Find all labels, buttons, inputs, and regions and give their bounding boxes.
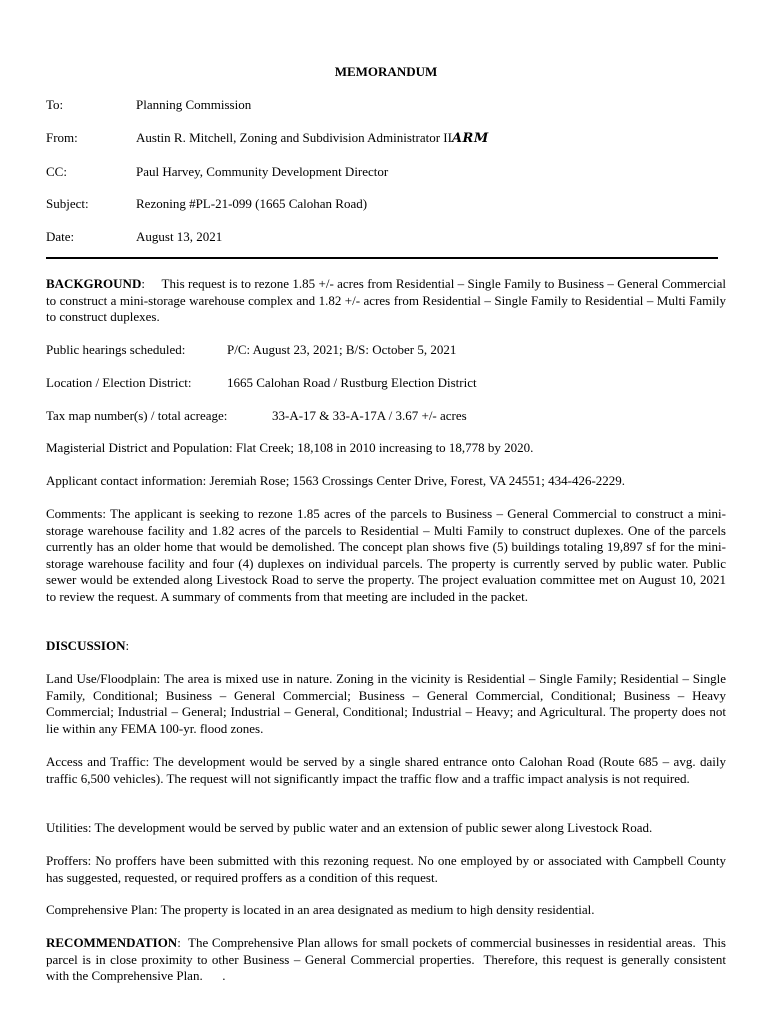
location-label: Location / Election District: <box>46 375 192 390</box>
to-label: To: <box>46 97 64 112</box>
taxmap-row <box>46 408 726 425</box>
cc-row <box>46 164 726 182</box>
memo-title: MEMORANDUM <box>334 64 438 79</box>
subject-label: Subject: <box>46 196 89 211</box>
utilities-paragraph: Utilities: The development would be served by public water and an extension of public sewer along Livestock Road. <box>46 820 653 835</box>
location-row <box>46 375 726 392</box>
hearings-label: Public hearings scheduled: <box>46 342 186 357</box>
handwritten-initials: ARM <box>451 131 489 146</box>
proffers-paragraph: Proffers: No proffers have been submitted with this rezoning request. No one employed by or associated with Campbell County has suggested, requested, or required proffers as a condition of this request. <box>46 853 726 885</box>
applicant-paragraph: Applicant contact information: Jeremiah Rose; 1563 Crossings Center Drive, Forest, VA 24551; 434-426-2229. <box>46 473 626 488</box>
discussion-heading: DISCUSSION <box>46 638 126 653</box>
recommendation-text: : The Comprehensive Plan allows for small pockets of commercial businesses in residential areas. This parcel is in close proximity to other Business – General Commercial properties. Therefore, this request is generally consistent with the Comprehensive Plan. . <box>46 935 730 983</box>
cc-label: CC: <box>46 164 67 179</box>
cc-value: Paul Harvey, Community Development Director <box>136 164 389 179</box>
background-paragraph <box>46 276 730 326</box>
taxmap-label: Tax map number(s) / total acreage: <box>46 408 228 423</box>
date-value: August 13, 2021 <box>136 229 223 244</box>
taxmap-value: 33-A-17 & 33-A-17A / 3.67 +/- acres <box>272 408 467 423</box>
hearings-row <box>46 342 726 359</box>
from-value: Austin R. Mitchell, Zoning and Subdivision Administrator II <box>136 130 452 145</box>
magisterial-paragraph: Magisterial District and Population: Flat Creek; 18,108 in 2010 increasing to 18,778 by 2020. <box>46 440 534 455</box>
recommendation-heading: RECOMMENDATION <box>46 935 178 950</box>
to-row <box>46 97 726 115</box>
recommendation-paragraph <box>46 935 730 985</box>
subject-value: Rezoning #PL-21-099 (1665 Calohan Road) <box>136 196 368 211</box>
from-value-wrap <box>136 130 489 148</box>
from-label: From: <box>46 130 78 145</box>
discussion-heading-row <box>46 638 726 655</box>
date-label: Date: <box>46 229 75 244</box>
header-divider <box>46 257 718 259</box>
subject-row <box>46 196 726 214</box>
comments-paragraph: Comments: The applicant is seeking to rezone 1.85 acres of the parcels to Business – General Commercial to construct a mini-storage warehouse facility and 1.82 acres of the parcels to Residential – Multi Family to construct duplexes. One of the parcels currently has an older home that would be demolished. The concept plan shows five (5) buildings totaling 19,897 sf for the mini-storage warehouse facility and four (4) duplexes on individual parcels. The property is currently served by public water. Public sewer would be extended along Livestock Road to serve the property. The project evaluation committee met on August 10, 2021 to review the request. A summary of comments from that meeting are included in the packet. <box>46 506 726 604</box>
land-use-paragraph: Land Use/Floodplain: The area is mixed use in nature. Zoning in the vicinity is Residential – Single Family; Residential – Single Family, Conditional; Business – General Commercial; Business – General Commercial, Conditional; Business – Heavy Commercial; Industrial – General; Industrial – General, Conditional; Industrial – Heavy; and Agricultural. The property does not lie within any FEMA 100-yr. flood zones. <box>46 671 726 736</box>
discussion-heading-suffix: : <box>125 638 130 653</box>
background-text: : This request is to rezone 1.85 +/- acres from Residential – Single Family to Business – General Commercial to construct a mini-storage warehouse complex and 1.82 +/- acres from Residential – Single Family to Residential – Multi Family to construct duplexes. <box>46 276 730 324</box>
from-row <box>46 130 726 148</box>
to-value: Planning Commission <box>136 97 252 112</box>
location-value: 1665 Calohan Road / Rustburg Election District <box>227 375 477 390</box>
comp-plan-paragraph: Comprehensive Plan: The property is located in an area designated as medium to high density residential. <box>46 902 595 917</box>
background-heading: BACKGROUND <box>46 276 142 291</box>
date-row <box>46 229 726 247</box>
hearings-value: P/C: August 23, 2021; B/S: October 5, 2021 <box>227 342 457 357</box>
access-paragraph: Access and Traffic: The development would be served by a single shared entrance onto Calohan Road (Route 685 – avg. daily traffic 6,500 vehicles). The request will not significantly impact the traffic flow and a traffic impact analysis is not required. <box>46 754 726 786</box>
